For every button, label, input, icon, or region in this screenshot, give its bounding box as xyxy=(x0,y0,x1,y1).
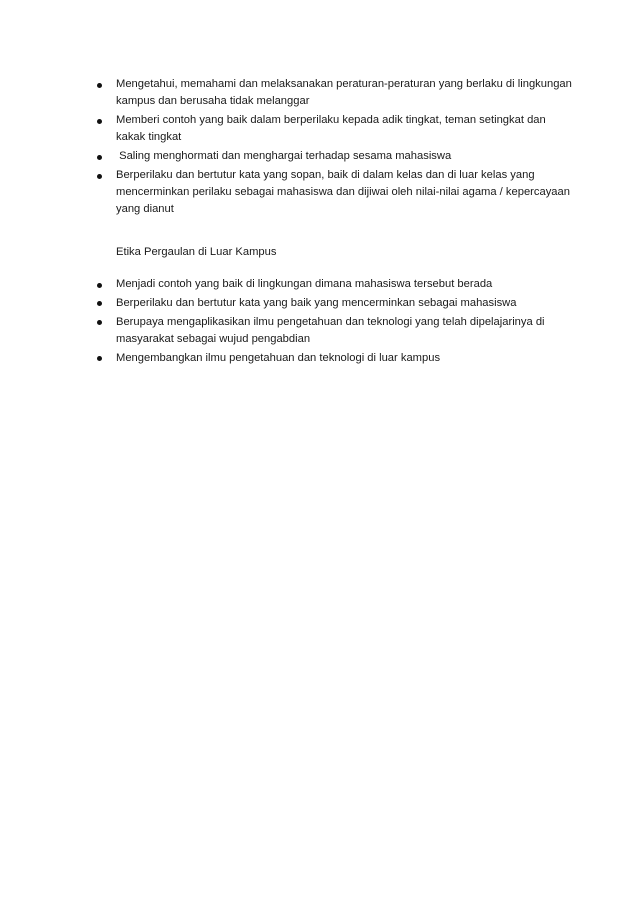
bullet-icon xyxy=(97,119,102,124)
list-item-text: Mengetahui, memahami dan melaksanakan peraturan-peraturan yang berlaku di lingkungan kampus dan berusaha tidak melanggar xyxy=(116,78,572,108)
off-campus-ethics-list xyxy=(92,276,572,369)
list-item xyxy=(92,112,572,146)
list-item-text: Mengembangkan ilmu pengetahuan dan teknologi di luar kampus xyxy=(116,351,441,364)
list-item-text: Berupaya mengaplikasikan ilmu pengetahuan dan teknologi yang telah dipelajarinya di masyarakat sebagai wujud pengabdian xyxy=(116,315,545,345)
list-item xyxy=(92,314,572,348)
list-item-text: Memberi contoh yang baik dalam berperilaku kepada adik tingkat, teman setingkat dan kakak tingkat xyxy=(116,114,546,144)
bullet-icon xyxy=(97,320,102,325)
bullet-icon xyxy=(97,283,102,288)
bullet-icon xyxy=(97,174,102,179)
list-item-text: Saling menghormati dan menghargai terhadap sesama mahasiswa xyxy=(116,150,452,163)
bullet-icon xyxy=(97,83,102,88)
list-item xyxy=(92,295,572,312)
list-item-text: Menjadi contoh yang baik di lingkungan dimana mahasiswa tersebut berada xyxy=(116,278,493,290)
list-item xyxy=(92,276,572,293)
list-item xyxy=(92,167,572,219)
list-item-text: Berperilaku dan bertutur kata yang sopan, baik di dalam kelas dan di luar kelas yang mencerminkan perilaku sebagai mahasiswa dan dijiwai oleh nilai-nilai agama / kepercayaan yang dianut xyxy=(116,169,570,216)
bullet-icon xyxy=(97,356,102,361)
bullet-icon xyxy=(97,301,102,306)
list-item-text: Berperilaku dan bertutur kata yang baik yang mencerminkan sebagai mahasiswa xyxy=(116,296,517,309)
campus-ethics-list xyxy=(92,76,572,220)
section-heading: Etika Pergaulan di Luar Kampus xyxy=(116,246,277,258)
list-item xyxy=(92,350,572,367)
bullet-icon xyxy=(97,155,102,160)
list-item xyxy=(92,148,572,165)
list-item xyxy=(92,76,572,110)
